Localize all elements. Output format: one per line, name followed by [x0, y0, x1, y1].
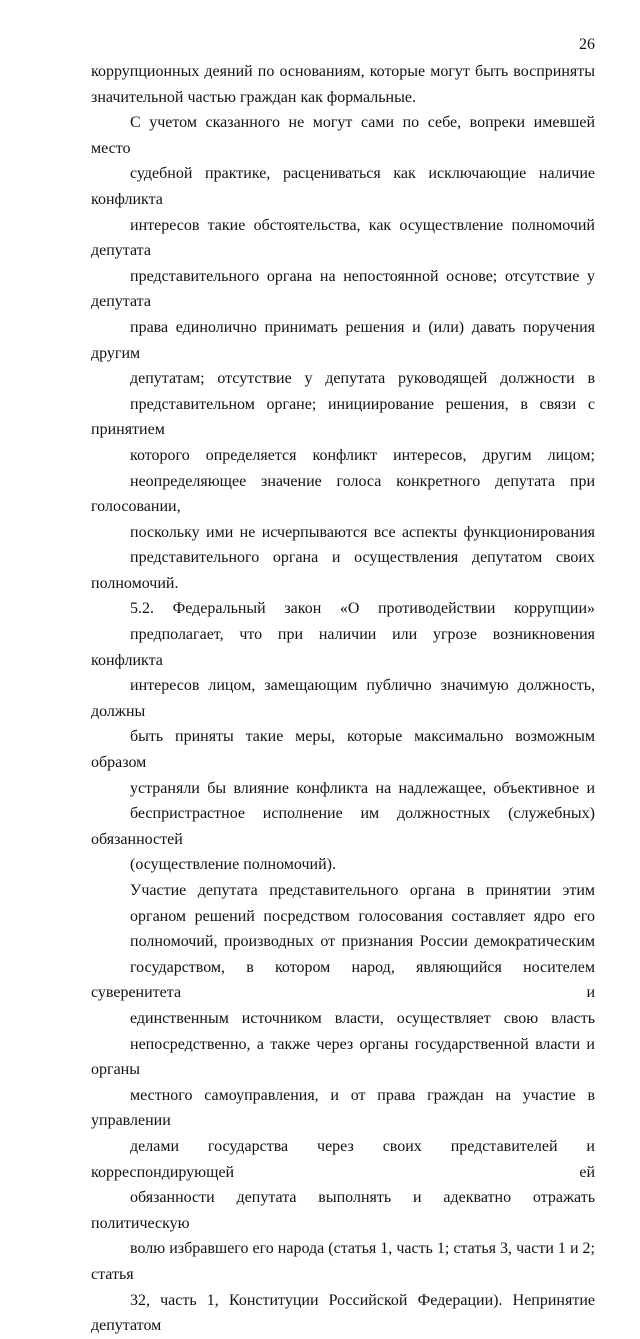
text-line: (осуществление полномочий). [130, 856, 336, 874]
paragraph [91, 110, 595, 596]
text-line: устраняли бы влияние конфликта на надлежащее, объективное и [130, 779, 595, 797]
text-line: судебной практике, расцениваться как исключающие наличие конфликта [91, 165, 595, 208]
text-line: быть приняты такие меры, которые максимально возможным образом [91, 728, 595, 772]
text-line: которого определяется конфликт интересов, другим лицом; [130, 446, 595, 464]
paragraph [91, 878, 595, 1339]
text-line: С учетом сказанного не могут сами по себе, вопреки имевшей место [91, 114, 595, 157]
text-line: 32, часть 1, Конституции Российской Федерации). Непринятие депутатом [91, 1291, 595, 1335]
text-line: местного самоуправления, и от права граждан на участие в управлении [91, 1086, 595, 1130]
text-line: предполагает, что при наличии или угрозе возникновения конфликта [91, 626, 595, 669]
text-line: полномочий, производных от признания России демократическим [130, 933, 595, 951]
text-line: единственным источником власти, осуществляет свою власть [130, 1009, 595, 1027]
page-number: 26 [579, 36, 595, 53]
text-line: значительной частью граждан как формальные. [91, 88, 416, 106]
text-line: непосредственно, а также через органы государственной власти и органы [91, 1035, 595, 1079]
text-line: интересов такие обстоятельства, как осуществление полномочий депутата [91, 216, 595, 260]
text-line: государством, в котором народ, являющийся носителем суверенитета и [91, 958, 595, 1002]
text-line: поскольку ими не исчерпываются все аспекты функционирования [130, 523, 595, 541]
text-line: Участие депутата представительного органа в принятии этим [130, 882, 595, 899]
text-line: волю избравшего его народа (статья 1, часть 1; статья 3, части 1 и 2; статья [91, 1240, 595, 1283]
text-line: представительного органа на непостоянной основе; отсутствие у депутата [91, 267, 595, 311]
text-line: беспристрастное исполнение им должностных (служебных) обязанностей [91, 805, 595, 848]
text-line: интересов лицом, замещающим публично значимую должность, должны [91, 677, 595, 720]
document-body [91, 59, 595, 1339]
text-line: делами государства через своих представителей и корреспондирующей ей [91, 1137, 595, 1181]
text-line: органом решений посредством голосования составляет ядро его [130, 907, 595, 925]
text-line: права единолично принимать решения и (или) давать поручения другим [91, 318, 595, 362]
text-line: обязанности депутата выполнять и адекватно отражать политическую [91, 1189, 595, 1232]
text-line: коррупционных деяний по основаниям, которые могут быть восприняты [91, 63, 595, 80]
paragraph [91, 596, 595, 878]
text-line: представительного органа и осуществления депутатом своих полномочий. [91, 549, 595, 592]
text-line: представительном органе; инициирование решения, в связи с принятием [91, 395, 595, 439]
paragraph [91, 59, 595, 110]
text-line: неопределяющее значение голоса конкретного депутата при голосовании, [91, 472, 595, 516]
text-line: депутатам; отсутствие у депутата руководящей должности в [130, 370, 595, 388]
text-line: 5.2. Федеральный закон «О противодействии коррупции» [130, 600, 595, 618]
